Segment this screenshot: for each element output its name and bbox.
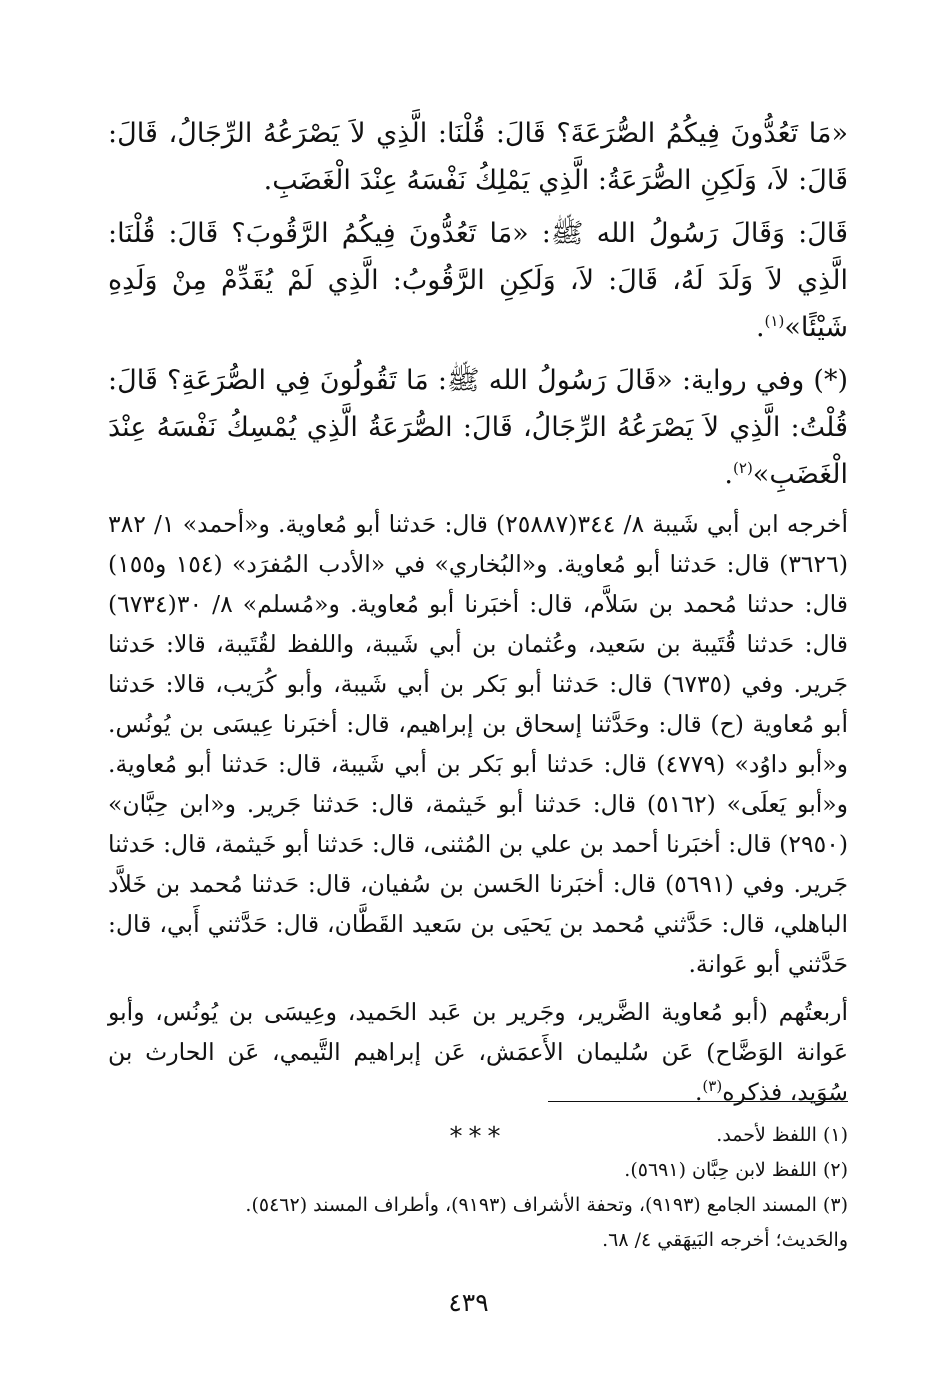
takhrij-text-2-end: . bbox=[694, 1078, 703, 1106]
main-text bbox=[108, 110, 848, 1152]
footnotes bbox=[160, 1118, 848, 1258]
takhrij-paragraph-2 bbox=[108, 992, 848, 1112]
footnote-3-continued: والحَديث؛ أخرجه البَيهَقي ٤/ ٦٨. bbox=[602, 1229, 848, 1251]
takhrij-text-2: أربعتُهم (أبو مُعاوية الضَّرير، وجَرير بن عَبد الحَميد، وعِيسَى بن يُونُس، وأبو عَوانة الوَضَّاح) عَن سُليمان الأَعمَش، عَن إبراهيم التَّيمي، عَن الحارث بن سُوَيد، فذكره bbox=[108, 998, 848, 1106]
hadith-text-2-end: . bbox=[755, 312, 765, 343]
footnote-ref-3: (٣) bbox=[702, 1077, 723, 1096]
footnote-divider bbox=[548, 1101, 848, 1102]
footnote-3: (٣) المسند الجامع (٩١٩٣)، وتحفة الأشراف (٩١٩٣)، وأطراف المسند (٥٤٦٢). bbox=[245, 1194, 848, 1216]
footnote-ref-2: (٢) bbox=[733, 459, 753, 477]
hadith-text-3: (*) وفي رواية: «قَالَ رَسُولُ الله ﷺ: مَا تَقُولُونَ فِي الصُّرَعَةِ؟ قَالَ: قُلْتُ: الَّذِي لاَ يَصْرَعُهُ الرِّجَالُ، قَالَ: الصُّرَعَةُ الَّذِي يُمْسِكُ نَفْسَهُ عِنْدَ الْغَضَبِ» bbox=[108, 365, 848, 490]
takhrij-block bbox=[108, 504, 848, 1112]
takhrij-paragraph-1 bbox=[108, 504, 848, 984]
hadith-text-1: «مَا تَعُدُّونَ فِيكُمُ الصُّرَعَةَ؟ قَالَ: قُلْنَا: الَّذِي لاَ يَصْرَعُهُ الرِّجَالُ، قَالَ: قَالَ: لاَ، وَلَكِنِ الصُّرَعَةُ: الَّذِي يَمْلِكُ نَفْسَهُ عِنْدَ الْغَضَبِ. bbox=[108, 118, 848, 196]
footnote-2: (٢) اللفظ لابن حِبَّان (٥٦٩١). bbox=[624, 1159, 848, 1181]
page-number: ٤٣٩ bbox=[448, 1288, 489, 1317]
takhrij-text-1: أخرجه ابن أبي شَيبة ٨/ ٣٤٤(٢٥٨٨٧) قال: حَدثنا أبو مُعاوية. و«أحمد» ١/ ٣٨٢ (٣٦٢٦) قال: حَدثنا أبو مُعاوية. و«البُخاري» في «الأدب المُفرَد» (١٥٤ و١٥٥) قال: حدثنا مُحمد بن سَلاَّم، قال: أخبَرنا أبو مُعاوية. و«مُسلم» ٨/ ٣٠(٦٧٣٤) قال: حَدثنا قُتَيبة بن سَعيد، وعُثمان بن أبي شَيبة، واللفظ لقُتَيبة، قالا: حَدثنا جَرير. وفي (٦٧٣٥) قال: حَدثنا أبو بَكر بن أبي شَيبة، وأبو كُرَيب، قالا: حَدثنا أبو مُعاوية (ح) قال: وحَدَّثنا إسحاق بن إبراهيم، قال: أخبَرنا عِيسَى بن يُونُس. و«أبو داوُد» (٤٧٧٩) قال: حَدثنا أبو بَكر بن أبي شَيبة، قال: حَدثنا أبو مُعاوية. و«أبو يَعلَى» (٥١٦٢) قال: حَدثنا أبو خَيثمة، قال: حَدثنا جَرير. و«ابن حِبَّان» (٢٩٥٠) قال: أخبَرنا أحمد بن علي بن المُثنى، قال: حَدثنا أبو خَيثمة، قال: حَدثنا جَرير. وفي (٥٦٩١) قال: أخبَرنا الحَسن بن سُفيان، قال: حَدثنا مُحمد بن خَلاَّد الباهلي، قال: حَدَّثني مُحمد بن يَحيَى بن سَعيد القَطَّان، قال: حَدَّثني أَبي، قال: حَدَّثني أبو عَوانة. bbox=[108, 510, 849, 978]
section-separator: *** bbox=[449, 1122, 507, 1152]
hadith-block bbox=[108, 110, 848, 498]
hadith-paragraph-3 bbox=[108, 357, 848, 498]
hadith-paragraph-1 bbox=[108, 110, 848, 204]
footnote-1: (١) اللفظ لأحمد. bbox=[716, 1124, 848, 1146]
hadith-text-3-end: . bbox=[724, 459, 734, 490]
hadith-paragraph-2 bbox=[108, 210, 848, 351]
hadith-text-2: قَالَ: وَقَالَ رَسُولُ الله ﷺ: «مَا تَعُدُّونَ فِيكُمُ الرَّقُوبَ؟ قَالَ: قُلْنَا: الَّذِي لاَ وَلَدَ لَهُ، قَالَ: لاَ، وَلَكِنِ الرَّقُوبُ: الَّذِي لَمْ يُقَدِّمْ مِنْ وَلَدِهِ شَيْئًا» bbox=[108, 218, 848, 343]
footnote-ref-1: (١) bbox=[764, 312, 785, 330]
